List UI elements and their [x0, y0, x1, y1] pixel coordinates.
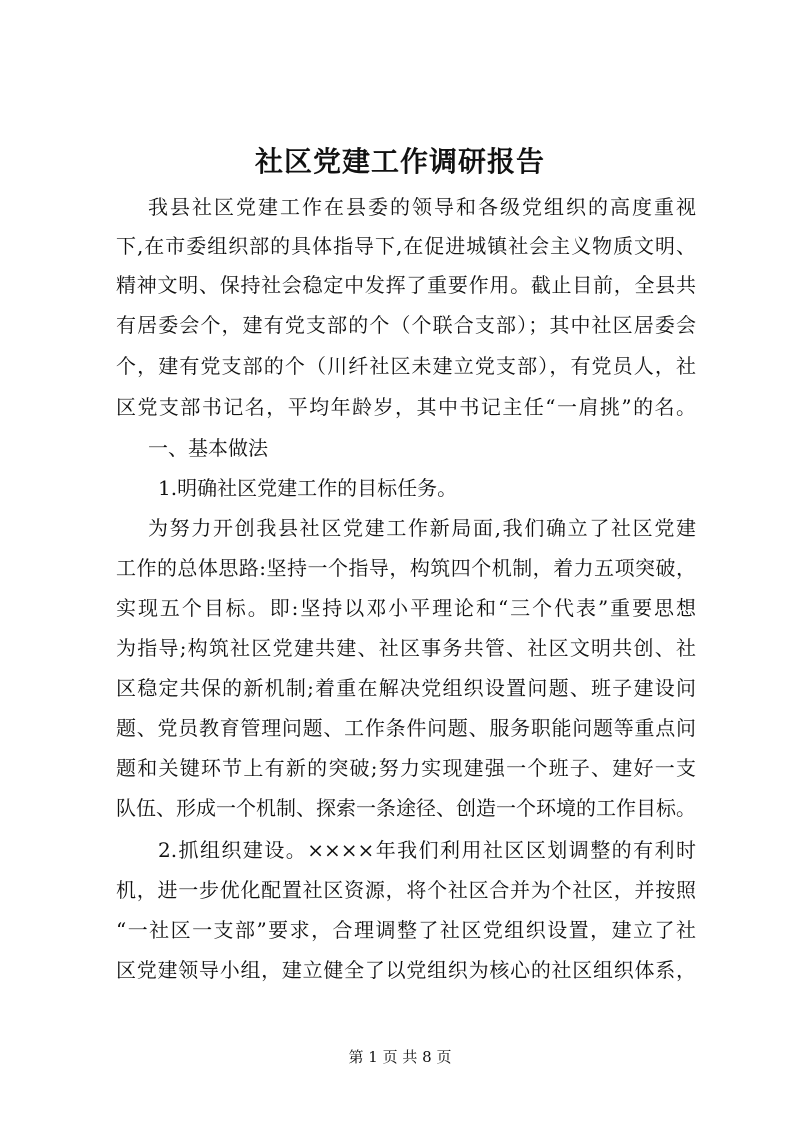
paragraph-line: 题、党员教育管理问题、工作条件问题、服务职能问题等重点问 [116, 716, 696, 740]
paragraph-line: 区稳定共保的新机制;着重在解决党组织设置问题、班子建设问 [116, 676, 696, 700]
subsection-paragraph-line: 2.抓组织建设。××××年我们利用社区区划调整的有利时 [158, 838, 696, 862]
paragraph-line: 下,在市委组织部的具体指导下,在促进城镇社会主义物质文明、 [116, 234, 696, 258]
page-footer: 第 1 页 共 8 页 [348, 1048, 452, 1066]
paragraph-line: 工作的总体思路:坚持一个指导，构筑四个机制，着力五项突破， [116, 556, 696, 580]
paragraph-line: 为努力开创我县社区党建工作新局面,我们确立了社区党建 [148, 516, 696, 540]
paragraph-line: 题和关键环节上有新的突破;努力实现建强一个班子、建好一支 [116, 756, 696, 780]
paragraph-line: 区党建领导小组，建立健全了以党组织为核心的社区组织体系， [116, 958, 696, 982]
paragraph-line: 为指导;构筑社区党建共建、社区事务共管、社区文明共创、社 [116, 636, 696, 660]
subsection-heading: 1.明确社区党建工作的目标任务。 [158, 476, 458, 500]
paragraph-line: 机，进一步优化配置社区资源，将个社区合并为个社区，并按照 [116, 878, 696, 902]
paragraph-line: 实现五个目标。即:坚持以邓小平理论和“三个代表”重要思想 [116, 596, 696, 620]
document-title: 社区党建工作调研报告 [254, 145, 545, 178]
paragraph-line: “一社区一支部”要求，合理调整了社区党组织设置，建立了社 [116, 918, 696, 942]
paragraph-line: 区党支部书记名，平均年龄岁，其中书记主任“一肩挑”的名。 [116, 395, 696, 419]
section-heading: 一、基本做法 [148, 436, 268, 460]
paragraph-line: 队伍、形成一个机制、探索一条途径、创造一个环境的工作目标。 [116, 796, 696, 820]
paragraph-line: 我县社区党建工作在县委的领导和各级党组织的高度重视 [148, 195, 696, 219]
paragraph-line: 个，建有党支部的个（川纤社区未建立党支部），有党员人，社 [116, 354, 696, 378]
paragraph-line: 有居委会个，建有党支部的个（个联合支部）；其中社区居委会 [116, 313, 696, 337]
paragraph-line: 精神文明、保持社会稳定中发挥了重要作用。截止目前，全县共 [116, 273, 696, 297]
